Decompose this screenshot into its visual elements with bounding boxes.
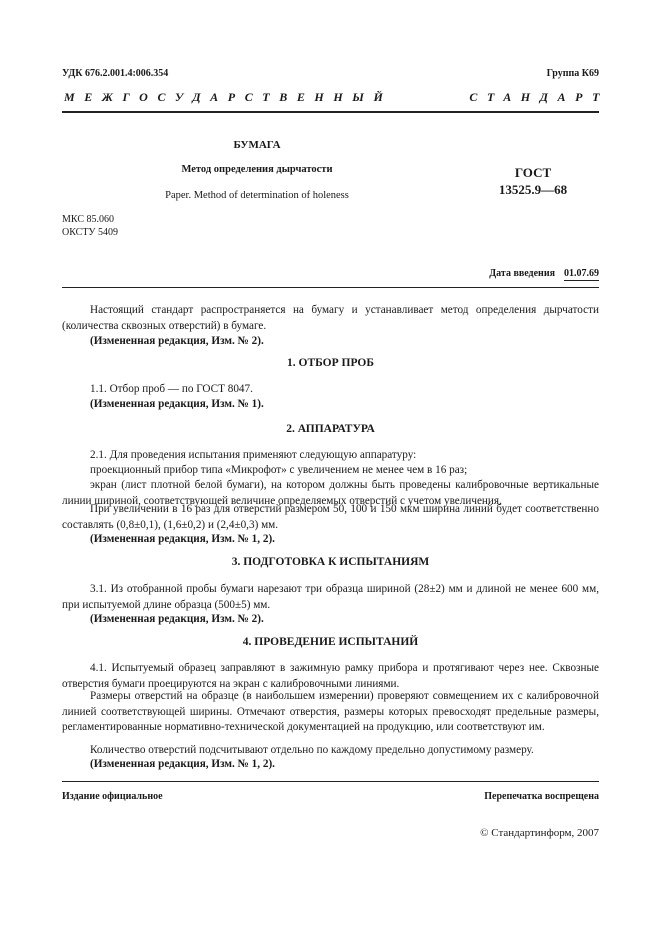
section-1-p1: 1.1. Отбор проб — по ГОСТ 8047. <box>90 383 253 395</box>
intro-date <box>489 268 599 279</box>
section-3-p1: 3.1. Из отобранной пробы бумаги нарезают три образца шириной (28±2) мм и длиной не менее 600 мм, при испытуемой длине образца (500±5) мм. <box>62 583 599 611</box>
section-1-heading: 1. ОТБОР ПРОБ <box>287 357 374 369</box>
section-3-heading: 3. ПОДГОТОВКА К ИСПЫТАНИЯМ <box>231 556 430 568</box>
doc-subtitle-en: Paper. Method of determination of holeness <box>165 190 349 201</box>
okstu-code: ОКСТУ 5409 <box>62 227 119 238</box>
footer-rule <box>62 781 599 782</box>
intro-amendment: (Измененная редакция, Изм. № 2). <box>90 335 264 347</box>
section-2-p3: экран (лист плотной белой бумаги), на котором должны быть проведены калибровочные вертикальные линии шириной, соответствующей величине определяемых отверстий с учетом увеличения. <box>62 479 599 507</box>
date-rule <box>62 287 599 288</box>
section-1-amendment: (Измененная редакция, Изм. № 1). <box>90 398 264 410</box>
udk-code: УДК 676.2.001.4:006.354 <box>62 68 169 79</box>
section-2-amendment: (Измененная редакция, Изм. № 1, 2). <box>90 533 275 545</box>
gost-label: ГОСТ <box>514 165 552 180</box>
section-2-p4: При увеличении в 16 раз для отверстий размером 50, 100 и 150 мкм ширина линий будет соответственно составлять (0,8±0,1), (1,6±0,2) и (2,4±0,3) мм. <box>62 503 599 531</box>
intro-text: Настоящий стандарт распространяется на бумагу и устанавливает метод определения дырчатости (количества сквозных отверстий) в бумаге. <box>62 304 599 332</box>
section-4-amendment: (Измененная редакция, Изм. № 1, 2). <box>90 758 275 770</box>
section-4-heading: 4. ПРОВЕДЕНИЕ ИСПЫТАНИЙ <box>242 636 419 648</box>
gost-number: 13525.9—68 <box>498 182 568 197</box>
reprint-prohibited: Перепечатка воспрещена <box>484 791 599 802</box>
header-rule <box>62 111 599 113</box>
section-4-p3: Количество отверстий подсчитывают отдельно по каждому предельно допустимому размеру. <box>90 744 534 756</box>
section-3-amendment: (Измененная редакция, Изм. № 2). <box>90 613 264 625</box>
official-edition: Издание официальное <box>62 791 163 802</box>
section-4-p2: Размеры отверстий на образце (в наибольшем измерении) проверяют совмещением их с калибровочной линией соответствующей ширины. Отмечают отверстия, размеры которых превосходят предельные размеры, регламентированные нормативно-технической документацией на продукцию, или соответствуют им. <box>62 690 599 734</box>
section-4-p1: 4.1. Испытуемый образец заправляют в зажимную рамку прибора и протягивают через нее. Сквозные отверстия бумаги проецируются на экран с калибровочными линиями. <box>62 662 599 690</box>
doc-title: БУМАГА <box>233 139 281 151</box>
intro-date-value: 01.07.69 <box>564 268 599 279</box>
section-2-heading: 2. АППАРАТУРА <box>286 423 375 435</box>
doc-subtitle-ru: Метод определения дырчатости <box>181 164 333 175</box>
banner-left: МЕЖГОСУДАРСТВЕННЫЙ <box>64 90 393 104</box>
banner-right: СТАНДАРТ <box>469 90 609 104</box>
group-code: Группа К69 <box>546 68 599 79</box>
section-2-p1: 2.1. Для проведения испытания применяют следующую аппаратуру: <box>90 449 417 461</box>
section-2-p2: проекционный прибор типа «Микрофот» с увеличением не менее чем в 16 раз; <box>90 464 468 476</box>
intro-date-label: Дата введения <box>489 268 555 279</box>
copyright: © Стандартинформ, 2007 <box>480 827 599 839</box>
mks-code: МКС 85.060 <box>62 214 114 225</box>
